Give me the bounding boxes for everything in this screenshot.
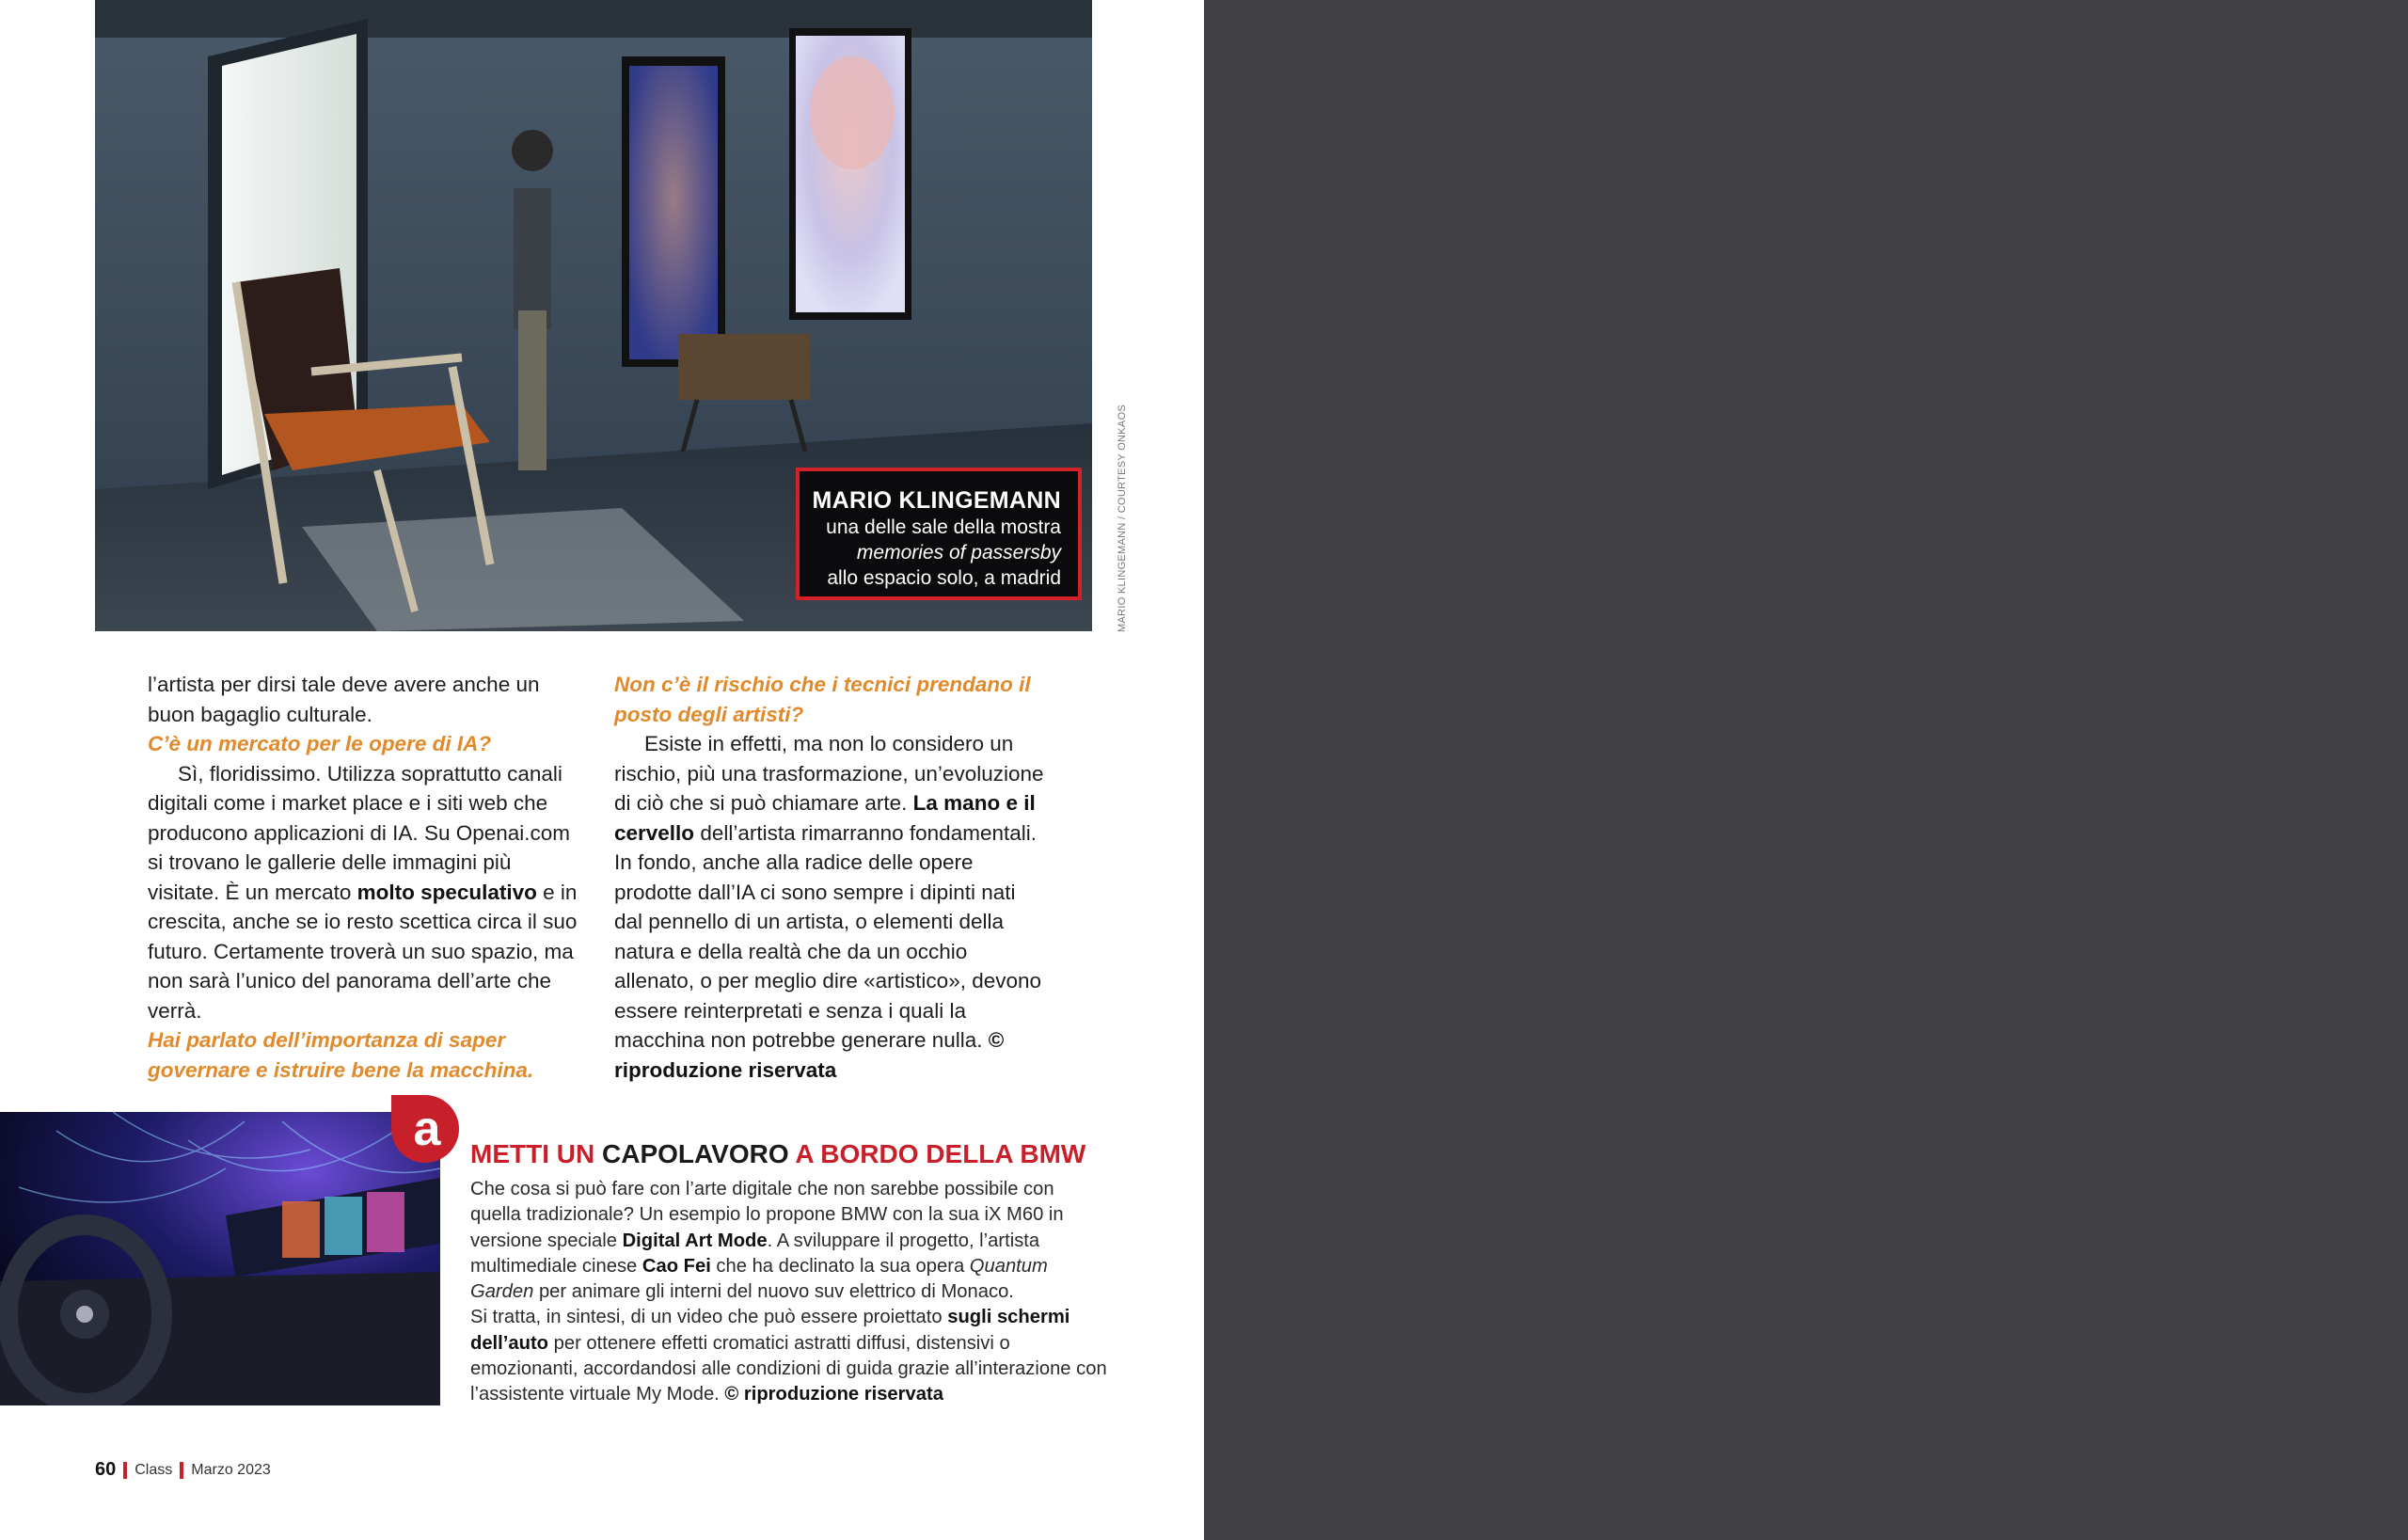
paragraph: Sì, floridissimo. Utilizza soprattutto canali digitali come i market place e i siti web che producono applicazioni di IA. Su Openai.com si trovano le gallerie delle immagini più visitate. È un mercato molto speculativo e in crescita, anche se io resto scettica circa il suo futuro. Certamente troverà un suo spazio, ma non sarà l’unico del panorama dell’arte che verrà. [148, 761, 578, 1023]
photo-credit: MARIO KLINGEMANN / COURTESY ONKAOS [1117, 404, 1128, 632]
article-column-right [614, 670, 1047, 1085]
page-footer [95, 1459, 271, 1481]
bmw-interior-photo [0, 1112, 440, 1405]
box-body-text [470, 1177, 1110, 1408]
issue-date: Marzo 2023 [191, 1461, 271, 1478]
paragraph: Che cosa si può fare con l’arte digitale che non sarebbe possibile con quella tradizionale? Un esempio lo propone BMW con la sua iX M60 in versione speciale Digital Art Mode. A sviluppare il progetto, l’artista multimediale cinese Cao Fei che ha declinato la sua opera Quantum Garden per animare gli interni del nuovo suv elettrico di Monaco. [470, 1179, 1064, 1303]
box-headline: METTI UN CAPOLAVORO A BORDO DELLA BMW [470, 1139, 1086, 1168]
caption-line: memories of passersby [856, 542, 1061, 564]
paragraph: l’artista per dirsi tale deve avere anche un buon bagaglio culturale. [148, 673, 540, 726]
footer-separator [123, 1462, 127, 1479]
paragraph: Esiste in effetti, ma non lo considero un rischio, più una trasformazione, un’evoluzione di ciò che si può chiamare arte. La mano e il cervello dell’artista rimarranno fondamentali. In fondo, anche alla radice delle opere prodotte dall’IA ci sono sempre i dipinti nati dal pennello di un artista, o elementi della natura e della realtà che da un occhio allenato, o per meglio dire «artistico», devono essere reinterpretati e senza i quali la macchina non potrebbe generare nulla. © riproduzione riservata [614, 732, 1044, 1082]
article-column-left [148, 670, 580, 1085]
caption-line: una delle sale della mostra [826, 516, 1061, 538]
footer-separator [180, 1462, 183, 1479]
page-number: 60 [95, 1459, 117, 1480]
magazine-name: Class [135, 1461, 173, 1478]
interview-question: Hai parlato dell’importanza di saper governare e istruire bene la macchina. [148, 1028, 534, 1082]
hero-photo [95, 0, 1092, 631]
right-blank-panel [1204, 0, 2408, 1540]
interview-question: Non c’è il rischio che i tecnici prendano il posto degli artisti? [614, 673, 1031, 726]
caption-title: MARIO KLINGEMANN [812, 487, 1061, 514]
class-logo-icon [389, 1093, 461, 1165]
paragraph: Si tratta, in sintesi, di un video che può essere proiettato sugli schermi dell’auto per ottenere effetti cromatici astratti diffusi, distensivi o emozionanti, accordandosi alle condizioni di guida grazie all’interazione con l’assistente virtuale My Mode. © riproduzione riservata [470, 1307, 1107, 1405]
car-interior-illustration [0, 1112, 440, 1405]
logo-letter: a [413, 1102, 441, 1156]
caption-line: allo espacio solo, a madrid [827, 567, 1061, 589]
photo-caption-box [796, 468, 1082, 600]
interview-question: C’è un mercato per le opere di IA? [148, 732, 492, 755]
